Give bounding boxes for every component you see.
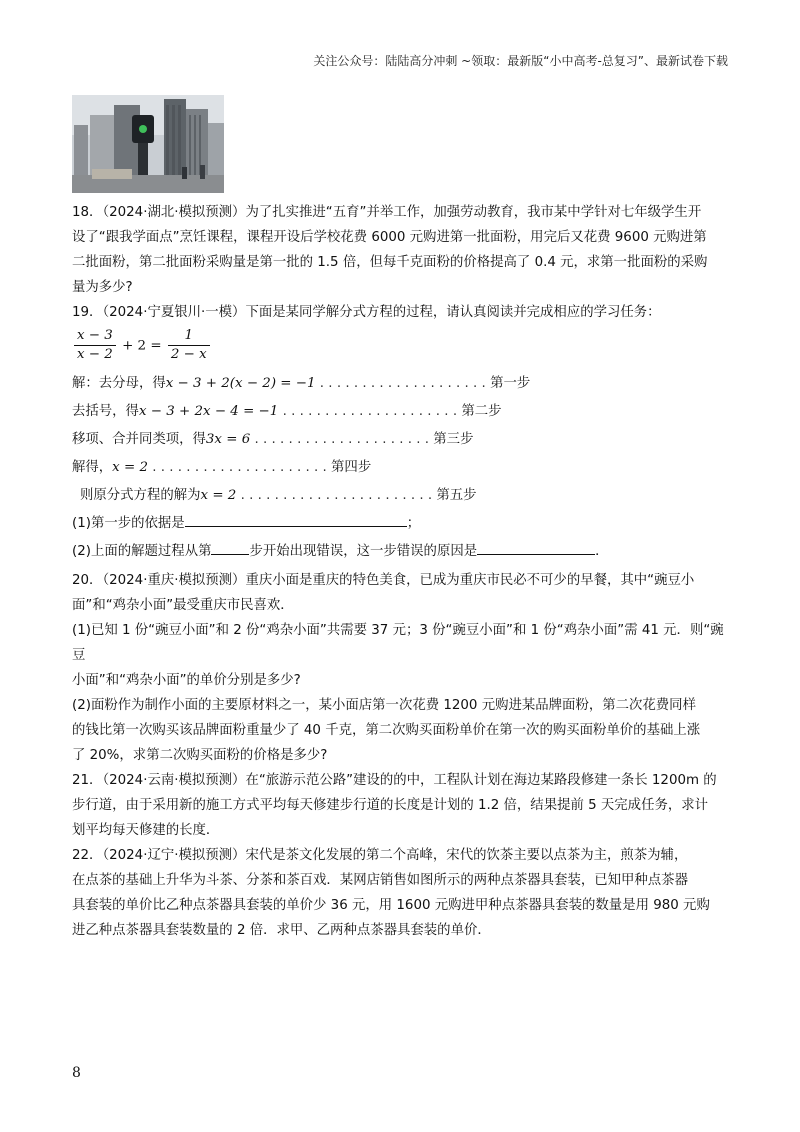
answer-blank[interactable] [185,512,407,527]
q20-line: (1)已知 1 份“豌豆小面”和 2 份“鸡杂小面”共需要 37 元；3 份“豌豆小面”和 1 份“鸡杂小面”需 41 元．则“豌豆 [72,623,724,663]
q20-line: 的钱比第一次购买该品牌面粉重量少了 40 千克，第二次购买面粉单价在第一次的购买面粉单价的基础上涨 [72,723,701,738]
q21-line: 步行道，由于采用新的施工方式平均每天修建步行道的长度是计划的 1.2 倍，结果提前 5 天完成任务，求计 [72,798,709,813]
page-number: 8 [72,1065,81,1081]
q19-intro: 19．（2024·宁夏银川·一模）下面是某同学解分式方程的过程，请认真阅读并完成相应的学习任务： [72,305,661,320]
fraction-left [74,327,116,364]
step-math: x = 2 [112,460,148,475]
step-math: x = 2 [200,488,237,503]
q22-line: 具套装的单价比乙种点茶器具套装的单价少 36 元，用 1600 元购进甲种点茶器具套装的数量是用 980 元购 [72,898,710,913]
solution-step-2 [72,398,732,426]
question-19 [72,300,732,566]
step-math: x − 3 + 2(x − 2) = −1 [165,376,316,391]
q22-line: 进乙种点茶器具套装数量的 2 倍．求甲、乙两种点茶器具套装的单价． [72,923,491,938]
question-22 [72,843,732,943]
q19-equation [72,327,732,364]
equation-plus: + 2 = [122,338,162,354]
q20-line: 小面”和“鸡杂小面”的单价分别是多少? [72,673,301,688]
solution-step-3 [72,426,732,454]
step-dots: . . . . . . . . . . . . . . . . . . . . . [254,432,430,447]
q18-line: 设了“跟我学面点”烹饪课程，课程开设后学校花费 6000 元购进第一批面粉，用完后又花费 9600 元购进第 [72,230,707,245]
task-text: (2)上面的解题过程从第 [72,544,212,559]
task-text: ； [406,516,421,531]
step-label: 第一步 [490,376,531,391]
step-dots: . . . . . . . . . . . . . . . . . . . . . [152,460,327,475]
fraction-numerator: x − 3 [74,327,116,346]
q18-line: 18．（2024·湖北·模拟预测）为了扎实推进“五育”并举工作，加强劳动教育，我市某中学针对七年级学生开 [72,205,702,220]
solution-step-5 [72,482,732,510]
solution-step-4 [72,454,732,482]
question-20 [72,568,732,768]
step-label: 第四步 [331,460,372,475]
step-text: 解：去分母，得 [72,376,166,391]
answer-blank[interactable] [477,540,595,555]
step-math: x − 3 + 2x − 4 = −1 [138,404,279,419]
task-2 [72,538,732,566]
step-label: 第二步 [461,404,502,419]
fraction-denominator: 2 − x [170,347,207,362]
step-dots: . . . . . . . . . . . . . . . . . . . . . . . [240,488,433,503]
fraction-right [168,327,210,364]
answer-blank[interactable] [211,540,249,555]
q18-line: 量为多少? [72,280,133,295]
step-text: 去括号，得 [72,404,139,419]
question-21 [72,768,732,843]
q20-line: 了 20%，求第二次购买面粉的价格是多少? [72,748,328,763]
step-dots: . . . . . . . . . . . . . . . . . . . . . [282,404,458,419]
task-text: ． [595,544,609,559]
street-photo [72,95,224,193]
q20-line: 20．（2024·重庆·模拟预测）重庆小面是重庆的特色美食，已成为重庆市民必不可少的早餐，其中“豌豆小 [72,573,695,588]
fraction-numerator: 1 [168,327,210,346]
q20-line: (2)面粉作为制作小面的主要原材料之一，某小面店第一次花费 1200 元购进某品牌面粉，第二次花费同样 [72,698,696,713]
q22-line: 在点茶的基础上升华为斗茶、分茶和茶百戏．某网店销售如图所示的两种点茶器具套装，已知甲种点茶器 [72,873,688,888]
q20-line: 面”和“鸡杂小面”最受重庆市民喜欢． [72,598,294,613]
step-label: 第五步 [436,488,477,503]
step-math: 3x = 6 [205,432,251,447]
question-18 [72,200,732,300]
q21-line: 21．（2024·云南·模拟预测）在“旅游示范公路”建设的的中，工程队计划在海边某路段修建一条长 1200m 的 [72,773,717,788]
step-text: 移项、合并同类项，得 [72,432,206,447]
step-dots: . . . . . . . . . . . . . . . . . . . . [319,376,486,391]
task-text: (1)第一步的依据是 [72,516,185,531]
q22-line: 22．（2024·辽宁·模拟预测）宋代是茶文化发展的第二个高峰，宋代的饮茶主要以点茶为主，煎茶为辅， [72,848,688,863]
fraction-denominator: x − 2 [77,347,113,362]
q21-line: 划平均每天修建的长度． [72,823,220,838]
q18-line: 二批面粉，第二批面粉采购量是第一批的 1.5 倍，但每千克面粉的价格提高了 0.4 元，求第一批面粉的采购 [72,255,708,270]
step-label: 第三步 [433,432,474,447]
solution-step-1 [72,370,732,398]
step-text: 解得， [72,460,113,475]
task-text: 步开始出现错误，这一步错误的原因是 [249,544,478,559]
page-header: 关注公众号：陆陆高分冲刺 ~领取：最新版“小中高考-总复习”、最新试卷下载 [313,54,728,68]
task-1 [72,510,732,538]
step-text: 则原分式方程的解为 [80,488,201,503]
